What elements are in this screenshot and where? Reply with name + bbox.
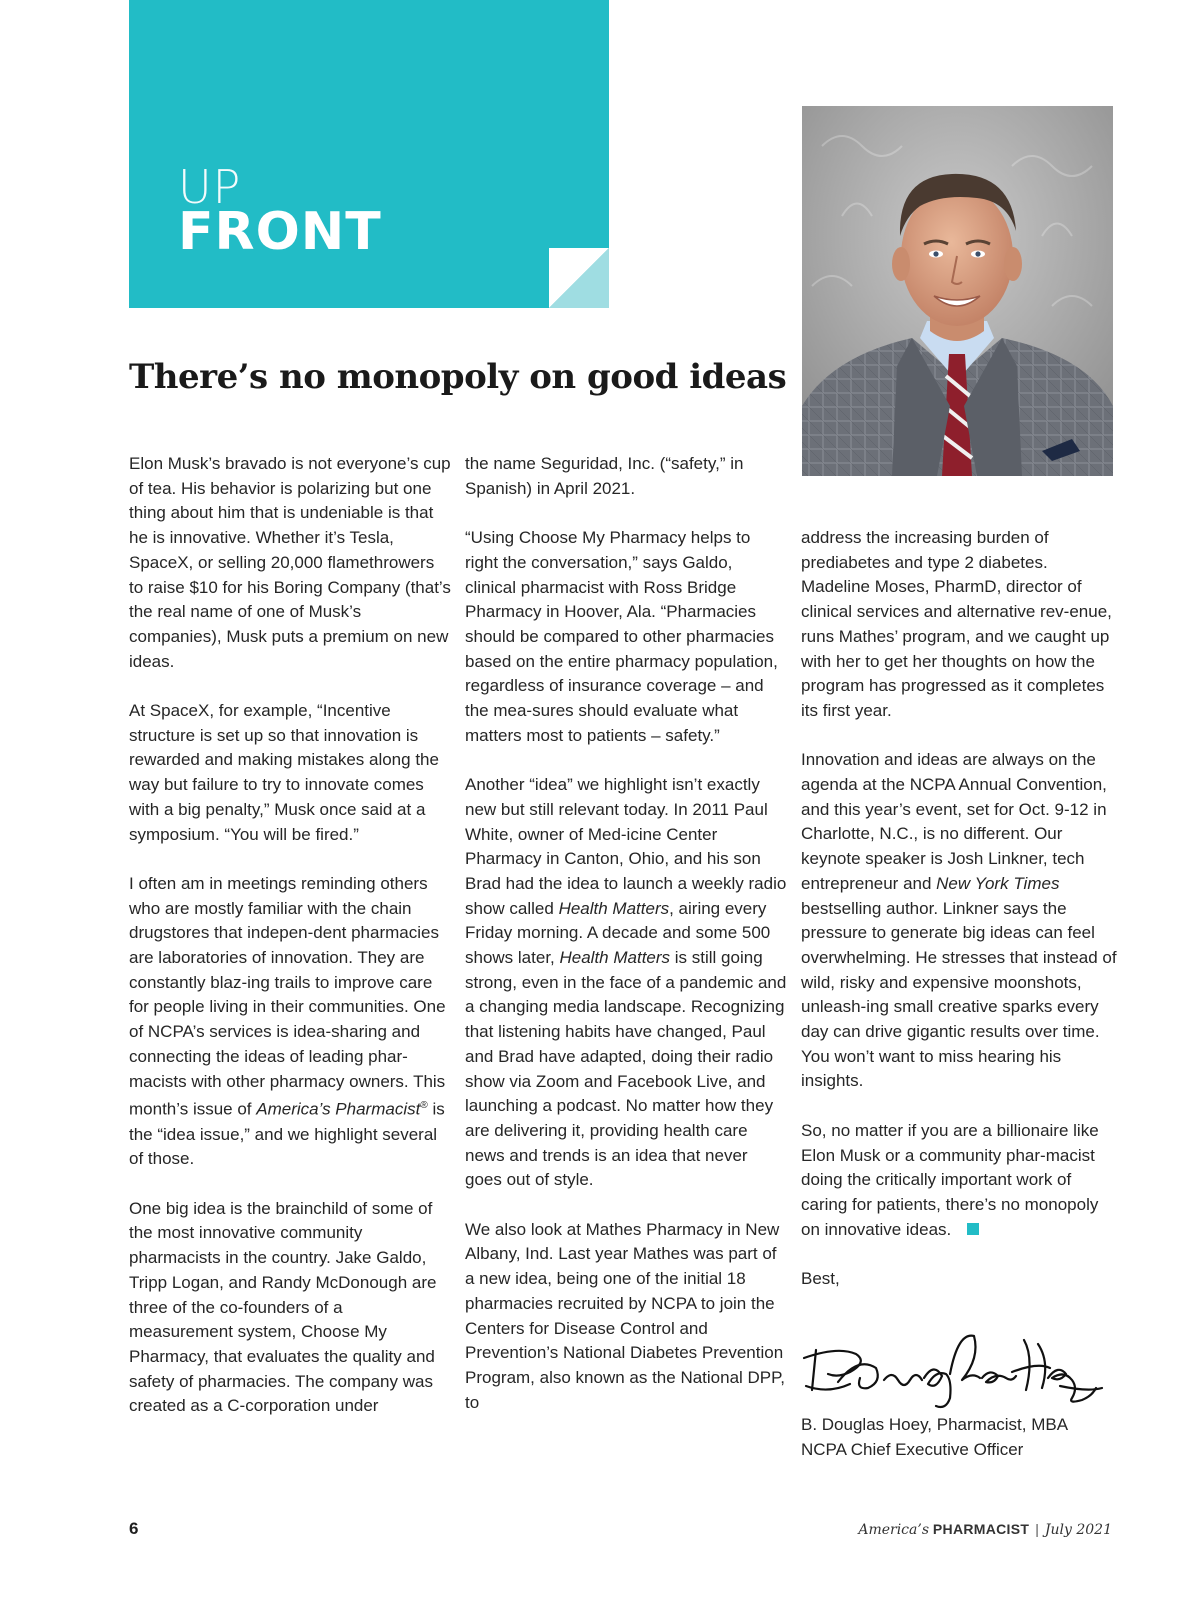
banner-front-text: FRONT — [178, 202, 382, 262]
portrait-image — [802, 106, 1113, 476]
show-title-italic: Health Matters — [559, 948, 671, 968]
handwritten-signature — [798, 1328, 1112, 1410]
paragraph — [801, 1119, 1117, 1243]
page-number: 6 — [129, 1519, 139, 1538]
text-run: , airing every Friday morning. A decade and some 500 shows later, — [465, 898, 771, 968]
text-run: So, no matter if you are a billionaire like Elon Musk or a community phar-macist doing the critically important work of caring for patients, there’s no monopoly on innovative ideas. — [801, 1120, 1099, 1239]
paragraph: One big idea is the brainchild of some of the most innovative community pharmacists in the country. Jake Galdo, Tripp Logan, and Randy McDonough are three of the co-founders of a measurement system, Choose My Pharmacy, that evaluates the quality and safety of pharmacies. The company was created as a C-corporation under — [129, 1198, 437, 1416]
text-run: is the “idea issue,” and we highlight several of those. — [129, 1099, 445, 1169]
text-run: Innovation and ideas are always on the agenda at the NCPA Annual Convention, and this year’s event, set for Oct. 9-12 in Charlotte, N.C., is no different. Our keynote speaker is Josh Linkner, tech entrepreneur and — [801, 750, 1107, 893]
paragraph — [801, 748, 1117, 1094]
magazine-name-italic: America’s — [858, 1522, 930, 1538]
magazine-name-bold: PHARMACIST — [932, 1521, 1030, 1537]
text-run: I often am in meetings reminding others who are mostly familiar with the chain drugstores that indepen-dent pharmacies are laboratories of innovation. They are constantly blaz-ing trails to improve care for people living in their communities. One of NCPA’s services is idea-sharing and connecting the ideas of leading phar-macists with other pharmacy owners. This month’s issue of — [129, 873, 446, 1119]
text-run: Another “idea” we highlight isn’t exactly new but still relevant today. In 2011 Paul White, owner of Med-icine Center Pharmacy in Canton, Ohio, and his son Brad had the idea to launch a weekly radio show called — [465, 775, 787, 918]
magazine-title-italic: America’s Pharmacist — [256, 1099, 421, 1119]
signer-block — [801, 1413, 1068, 1462]
article-headline: There’s no monopoly on good ideas — [129, 357, 787, 397]
paragraph — [129, 872, 451, 1172]
paragraph: Elon Musk’s bravado is not everyone’s cup of tea. His behavior is polarizing but one thing about him that is undeniable is that he is innovative. Whether it’s Tesla, SpaceX, or selling 20,000 flamethrowers to raise $10 for his Boring Company (that’s the real name of one of Musk’s companies), Musk puts a premium on new ideas. — [129, 454, 451, 671]
article-column-1 — [129, 452, 451, 1444]
signature-image — [798, 1328, 1112, 1410]
paragraph — [465, 773, 787, 1193]
sign-off: Best, — [801, 1269, 840, 1289]
paragraph: At SpaceX, for example, “Incentive structure is set up so that innovation is rewarded and making mistakes along the way but failure to try to innovate comes with a big penalty,” Musk once said at a symposium. “You will be fired.” — [129, 701, 439, 844]
banner-up-text: UP — [178, 160, 242, 214]
paragraph: We also look at Mathes Pharmacy in New Albany, Ind. Last year Mathes was part of a new idea, being one of the initial 18 pharmacies recruited by NCPA to join the Centers for Disease Control and Prevention’s National Diabetes Prevention Program, also known as the National DPP, to — [465, 1219, 786, 1412]
section-banner — [129, 0, 609, 308]
issue-date: July 2021 — [1044, 1522, 1112, 1538]
signer-name: B. Douglas Hoey, Pharmacist, MBA — [801, 1415, 1069, 1434]
show-title-italic: Health Matters — [558, 898, 670, 918]
footer-separator: | — [1035, 1521, 1039, 1537]
banner-page-fold — [549, 248, 609, 308]
article-column-2 — [465, 452, 787, 1440]
end-of-article-mark — [967, 1223, 979, 1235]
running-footer — [858, 1521, 1112, 1538]
paragraph: the name Seguridad, Inc. (“safety,” in Spanish) in April 2021. — [465, 454, 744, 498]
text-run: bestselling author. Linkner says the pressure to generate big ideas can feel overwhelming. He stresses that instead of wild, risky and expensive moonshots, unleash-ing small creative sparks every day can drive gigantic results over time. You won’t want to miss hearing his insights. — [801, 898, 1117, 1091]
paragraph: address the increasing burden of prediabetes and type 2 diabetes. Madeline Moses, PharmD, director of clinical services and alternative rev-enue, runs Mathes’ program, and we caught up with her to get her thoughts on how the program has progressed as it completes its first year. — [801, 528, 1112, 720]
signer-title: NCPA Chief Executive Officer — [801, 1439, 1024, 1459]
newspaper-title-italic: New York Times — [936, 873, 1060, 893]
text-run: is still going strong, even in the face of a pandemic and a changing media landscape. Recognizing that listening habits have changed, Paul and Brad have adapted, doing their radio show via Zoom and Facebook Live, and launching a podcast. No matter how they are delivering it, providing health care news and trends is an idea that never goes out of style. — [465, 948, 787, 1190]
article-column-3 — [801, 526, 1117, 1316]
author-portrait — [802, 106, 1113, 476]
paragraph: “Using Choose My Pharmacy helps to right the conversation,” says Galdo, clinical pharmacist with Ross Bridge Pharmacy in Hoover, Ala. “Pharmacies should be compared to other pharmacies based on the entire pharmacy population, regardless of insurance coverage – and the mea-sures should evaluate what matters most to patients – safety.” — [465, 528, 778, 745]
registered-mark: ® — [420, 1100, 428, 1112]
